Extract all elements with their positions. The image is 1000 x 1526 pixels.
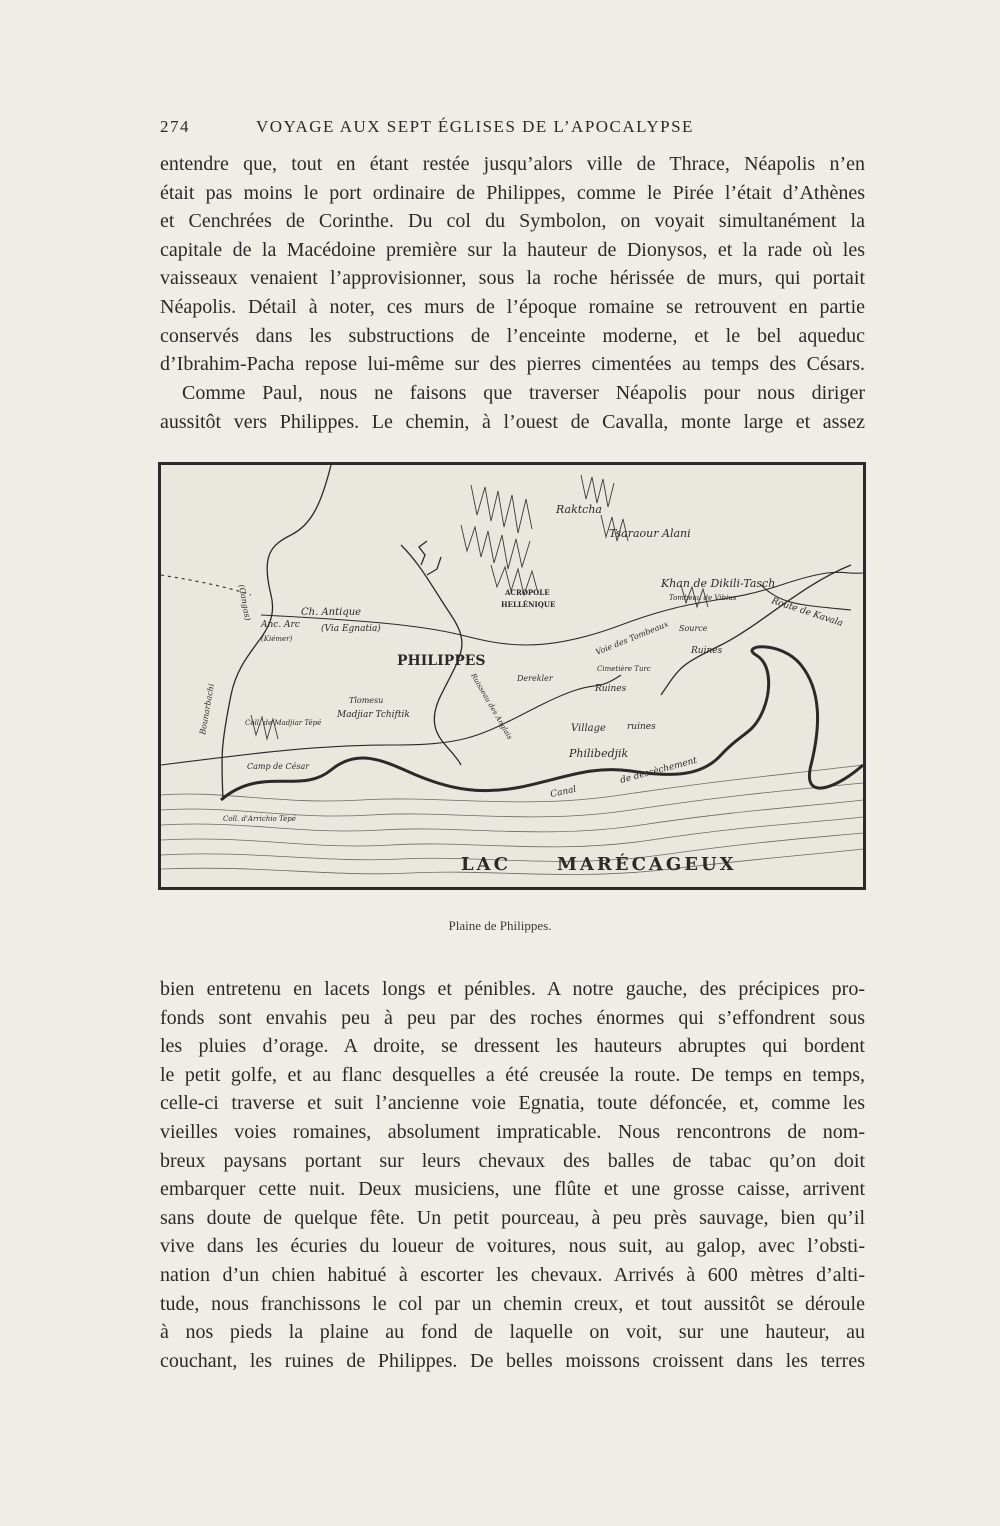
label-kiemer: (Kiémer)	[261, 635, 293, 643]
label-coll-arrichio: Coll. d'Arrichio Tépé	[223, 815, 296, 823]
label-canal: Canal	[549, 784, 578, 800]
map-labels	[198, 503, 844, 875]
label-raktcha: Raktcha	[556, 503, 602, 516]
label-gangas: (Gangas)	[237, 583, 253, 622]
label-ruines-2: Ruines	[595, 684, 627, 694]
label-hellenique: HELLÉNIQUE	[501, 600, 556, 609]
label-madjiar-tchiflik: Madjiar Tchiftik	[337, 710, 410, 720]
text-line: vaisseaux venaient l’approvisionner, sous la roche hérissée de murs, qui portait	[160, 267, 865, 290]
label-tlomesu: Tlomesu	[349, 696, 384, 705]
label-tsaraour-alani: Tsaraour Alani	[609, 527, 691, 540]
text-line: à nos pieds la plaine au fond de laquelle on voit, sur une hauteur, au	[160, 1321, 865, 1344]
text-line: bien entretenu en lacets longs et pénibles. A notre gauche, des précipices pro-	[160, 978, 865, 1000]
label-ruisseau: Ruisseau des Anglais	[469, 672, 514, 741]
text-line: celle-ci traverse et suit l’ancienne voie Egnatia, toute défoncée, et, comme les	[160, 1092, 865, 1115]
figure-caption: Plaine de Philippes.	[448, 918, 552, 933]
text-line: aussitôt vers Philippes. Le chemin, à l’ouest de Cavalla, monte large et assez	[160, 410, 865, 433]
label-source: Source	[679, 624, 708, 633]
page-number: 274	[160, 117, 190, 136]
label-marecageux: MARÉCAGEUX	[557, 854, 737, 875]
text-line: vive dans les écuries du loueur de voitures, nous suit, au galop, avec l’obsti-	[160, 1235, 865, 1258]
label-camp-cesar: Camp de César	[247, 762, 310, 771]
label-acropole: ACROPOLE	[505, 588, 550, 597]
running-header	[160, 117, 865, 141]
label-philibedjik: Philibedjik	[569, 747, 629, 760]
text-line: était pas moins le port ordinaire de Philippes, comme le Pirée l’était d’Athènes	[160, 181, 865, 204]
map-figure	[158, 462, 866, 890]
text-line: couchant, les ruines de Philippes. De belles moissons croissent dans les terres	[160, 1349, 865, 1372]
paragraph-3	[160, 975, 865, 1375]
text-line: breux paysans portant sur leurs chevaux des balles de tabac qu’on doit	[160, 1149, 865, 1172]
label-khan-dikili: Khan de Dikili-Tasch	[661, 577, 776, 590]
rivers	[222, 465, 851, 800]
label-dessechement: de dessèchement	[619, 755, 699, 786]
label-anc-arc: Anc. Arc	[261, 620, 300, 630]
label-philippes: PHILIPPES	[397, 653, 486, 669]
label-voie-tombeaux: Voie des Tombeaux	[594, 619, 670, 657]
running-title: VOYAGE AUX SEPT ÉGLISES DE L’APOCALYPSE	[256, 117, 694, 136]
text-line: embarquer cette nuit. Deux musiciens, une flûte et une grosse caisse, arrivent	[160, 1178, 865, 1201]
label-route-kavala: Route de Kavala	[770, 596, 845, 629]
label-cimetiere-turc: Cimetière Turc	[597, 665, 651, 673]
label-ruines-3: ruines	[627, 722, 656, 732]
text-line: tude, nous franchissons le col par un chemin creux, et tout aussitôt se déroule	[160, 1292, 865, 1315]
text-line: entendre que, tout en étant restée jusqu’alors ville de Thrace, Néapolis n’en	[160, 153, 865, 175]
text-line: nation d’un chien habitué à escorter les chevaux. Arrivés à 600 mètres d’alti-	[160, 1263, 865, 1286]
label-derekler: Derekler	[517, 674, 553, 683]
text-line: et Cenchrées de Corinthe. Du col du Symbolon, on voyait simultanément la	[160, 210, 865, 233]
label-village: Village	[571, 723, 606, 734]
label-lac: LAC	[461, 854, 511, 875]
text-line: capitale de la Macédoine première sur la hauteur de Dionysos, et la rade où les	[160, 238, 865, 261]
label-tombeau-vibius: Tombeau de Vibius	[669, 594, 737, 602]
text-line: fonds sont envahis peu à peu par des roches énormes qui s’effondrent sous	[160, 1006, 865, 1029]
label-bounarbachi: Bounarbachi	[198, 682, 216, 736]
map-plain-of-philippi	[161, 465, 863, 887]
label-coll-madjiar: Coll. de Madjiar Tépé	[245, 719, 322, 727]
paragraph-2	[160, 379, 865, 436]
text-line: Comme Paul, nous ne faisons que traverser Néapolis pour nous diriger	[182, 382, 865, 404]
label-ruines-1: Ruines	[691, 646, 723, 656]
label-ch-antique: Ch. Antique	[301, 607, 362, 618]
paragraph-1	[160, 150, 865, 379]
text-line: les pluies d’orage. A droite, se dressent les hauteurs abruptes qui bordent	[160, 1035, 865, 1058]
text-line: vieilles voies romaines, absolument impraticable. Nous rencontrons de nom-	[160, 1120, 865, 1143]
text-line: sans doute de quelque fête. Un petit pourceau, à peu près sauvage, bien qu’il	[160, 1206, 865, 1229]
text-line: conservés dans les substructions de l’enceinte moderne, et le bel aqueduc	[160, 324, 865, 347]
text-line: d’Ibrahim-Pacha repose lui-même sur des pierres cimentées au temps des Césars.	[160, 353, 865, 376]
text-line: le petit golfe, et au flanc desquelles a été creusée la route. De temps en temps,	[160, 1063, 865, 1086]
text-line: Néapolis. Détail à noter, ces murs de l’époque romaine se retrouvent en partie	[160, 295, 865, 318]
label-via-egnatia: (Via Egnatia)	[321, 624, 381, 634]
